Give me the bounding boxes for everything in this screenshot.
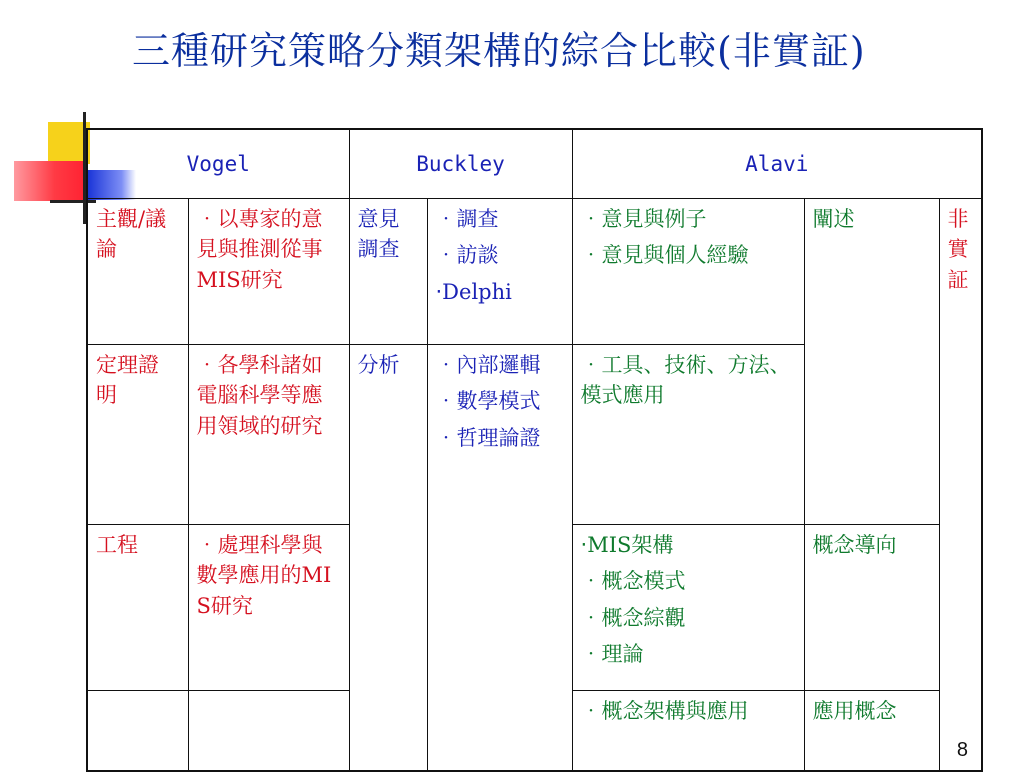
vogel-category-cell: 工程 — [87, 525, 188, 691]
page-number: 8 — [956, 739, 968, 761]
alavi-side-cell: 非實証 — [939, 199, 982, 771]
alavi-items-cell — [572, 691, 804, 771]
table-row — [87, 199, 982, 345]
empty-cell — [87, 691, 188, 771]
list-item: ‧調查 — [435, 207, 499, 231]
list-item: ‧內部邏輯 — [435, 353, 541, 377]
header-vogel: Vogel — [87, 129, 349, 199]
header-alavi: Alavi — [572, 129, 982, 199]
vogel-category-cell: 定理證明 — [87, 345, 188, 525]
list-item: ‧概念架構與應用 — [580, 699, 749, 723]
list-item: ‧意見與例子 — [580, 207, 707, 231]
vogel-category-cell: 主觀/議論 — [87, 199, 188, 345]
list-item: ‧意見與個人經驗 — [580, 243, 749, 268]
alavi-category-cell: 闡述 — [804, 199, 939, 525]
list-item: ‧理論 — [580, 642, 644, 667]
list-item: ‧Delphi — [435, 279, 512, 304]
list-item: ‧訪談 — [435, 243, 499, 268]
alavi-items-cell — [572, 345, 804, 525]
comparison-table — [86, 128, 983, 772]
vogel-description-cell: ‧各學科諸如電腦科學等應用領域的研究 — [188, 345, 349, 525]
list-item: ‧概念模式 — [580, 569, 686, 594]
vogel-description-cell: ‧處理科學與數學應用的MIS研究 — [188, 525, 349, 691]
buckley-category-cell: 意見調查 — [349, 199, 427, 345]
buckley-category-cell: 分析 — [349, 345, 427, 771]
list-item: ‧概念綜觀 — [580, 605, 686, 630]
alavi-items-cell — [572, 525, 804, 691]
list-item: ‧哲理論證 — [435, 425, 541, 450]
alavi-category-cell: 應用概念 — [804, 691, 939, 771]
buckley-items-cell — [427, 199, 572, 345]
table-header-row — [87, 129, 982, 199]
list-item: ‧數學模式 — [435, 389, 541, 414]
empty-cell — [188, 691, 349, 771]
vogel-description-cell: ‧以專家的意見與推測從事MIS研究 — [188, 199, 349, 345]
slide-title: 三種研究策略分類架構的綜合比較(非實証) — [132, 29, 866, 73]
list-item: ‧工具、技術、方法、模式應用 — [580, 353, 791, 408]
alavi-category-cell: 概念導向 — [804, 525, 939, 691]
alavi-items-cell — [572, 199, 804, 345]
buckley-items-cell — [427, 345, 572, 771]
list-item: ‧MIS架構 — [580, 533, 674, 557]
header-buckley: Buckley — [349, 129, 572, 199]
decor-red-bar — [14, 161, 88, 201]
